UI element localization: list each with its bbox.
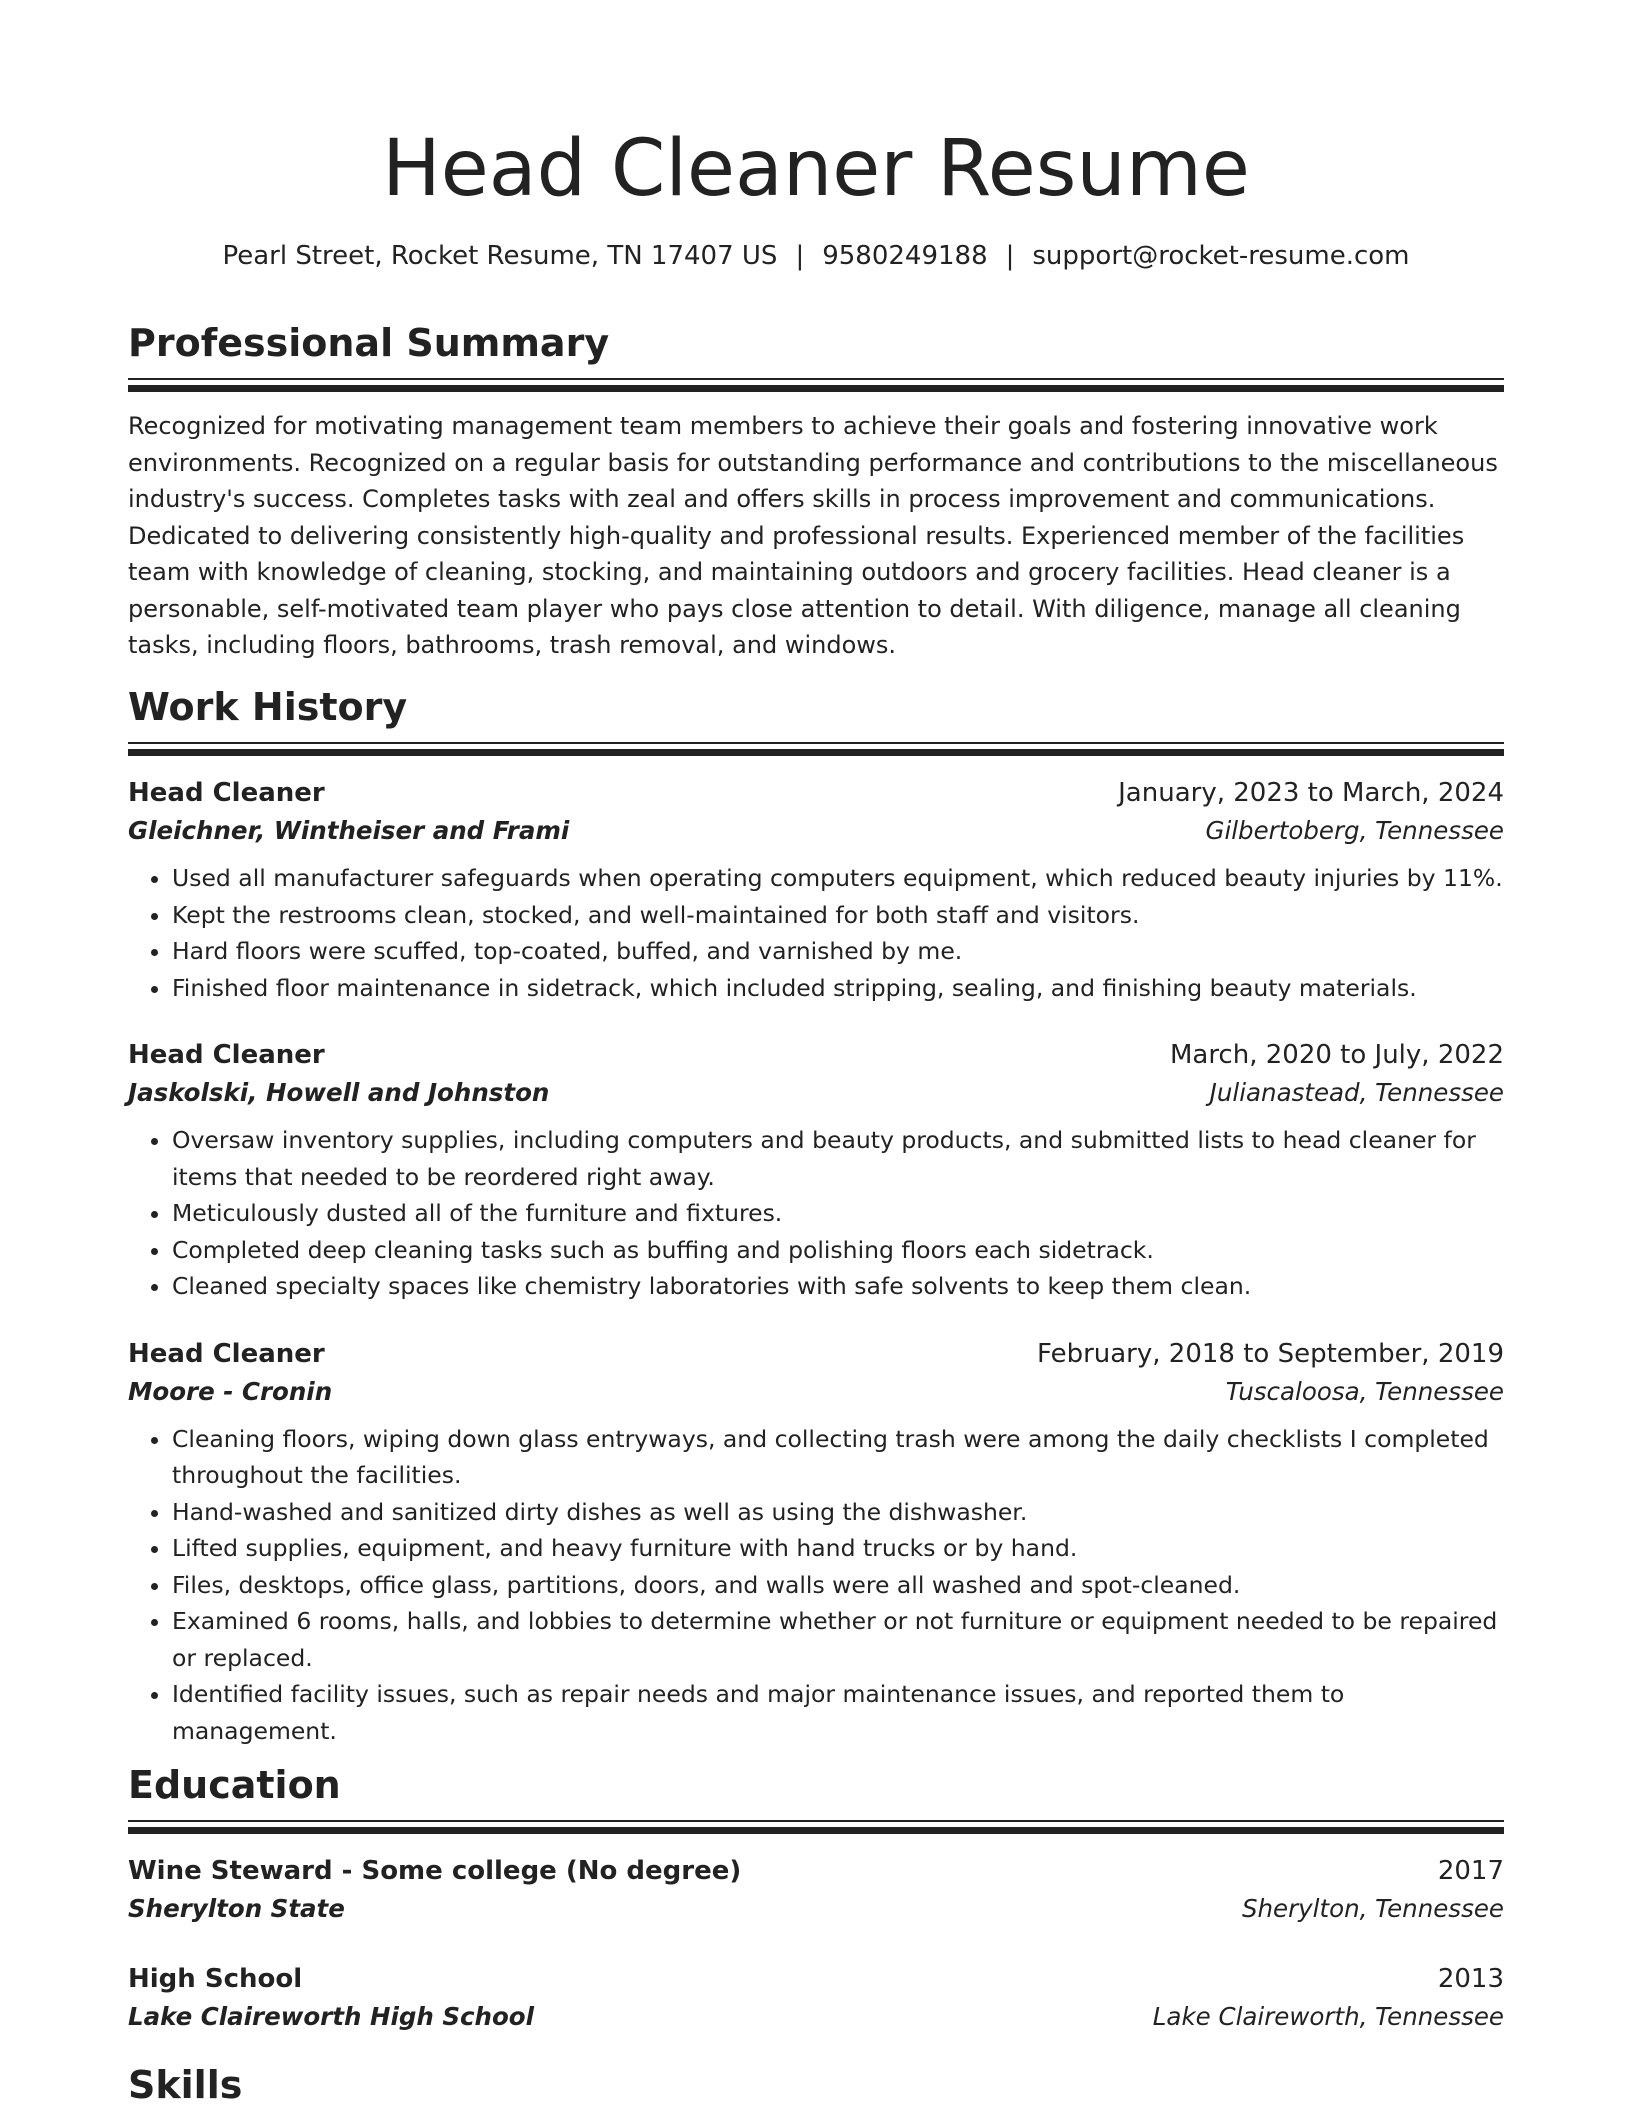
job-bullet: • Oversaw inventory supplies, including computers and beauty products, and submitted lists to head cleaner for items that needed to be reordered right away. xyxy=(172,1122,1504,1195)
contact-separator: | xyxy=(1005,241,1015,271)
contact-separator: | xyxy=(795,241,805,271)
section-heading-work-history: Work History xyxy=(128,685,408,729)
job-company: Moore - Cronin xyxy=(128,1376,333,1406)
education-entry xyxy=(128,1852,1504,1928)
job-company: Jaskolski, Howell and Johnston xyxy=(128,1078,550,1107)
education-year: 2017 xyxy=(1437,1856,1504,1886)
section-heading-education: Education xyxy=(128,1763,341,1807)
job-dates: March, 2020 to July, 2022 xyxy=(1169,1040,1504,1070)
education-school: Sherylton State xyxy=(128,1894,345,1923)
contact-address: Pearl Street, Rocket Resume, TN 17407 US xyxy=(222,241,778,271)
job-entry xyxy=(128,774,1504,1006)
job-bullet: • Meticulously dusted all of the furniture and fixtures. xyxy=(172,1195,1504,1232)
summary-section xyxy=(128,318,1504,664)
job-title: Head Cleaner xyxy=(128,778,325,808)
job-bullet: • Hand-washed and sanitized dirty dishes as well as using the dishwasher. xyxy=(172,1494,1504,1531)
section-divider xyxy=(128,1820,1504,1834)
section-heading-summary: Professional Summary xyxy=(128,321,610,365)
education-section xyxy=(128,1760,1504,2036)
section-divider xyxy=(128,742,1504,756)
education-location: Sherylton, Tennessee xyxy=(1241,1894,1504,1923)
contact-email: support@rocket-resume.com xyxy=(1032,241,1410,271)
education-school: Lake Claireworth High School xyxy=(128,2002,535,2031)
job-bullet: • Examined 6 rooms, halls, and lobbies to determine whether or not furniture or equipment needed to be repaired or replaced. xyxy=(172,1603,1504,1676)
job-bullet: • Hard floors were scuffed, top-coated, buffed, and varnished by me. xyxy=(172,933,1504,970)
education-entry xyxy=(128,1960,1504,2036)
section-heading-skills: Skills xyxy=(128,2063,243,2107)
job-title: Head Cleaner xyxy=(128,1338,325,1369)
job-title: Head Cleaner xyxy=(128,1040,325,1070)
job-entry xyxy=(128,1036,1504,1305)
summary-text: Recognized for motivating management team members to achieve their goals and fostering innovative work environments. Recognized on a regular basis for outstanding performance and contributions to the miscellaneous industry's success. Completes tasks with zeal and offers skills in process improvement and communications. Dedicated to delivering consistently high-quality and professional results. Experienced member of the facilities team with knowledge of cleaning, stocking, and maintaining outdoors and grocery facilities. Head cleaner is a personable, self-motivated team player who pays close attention to detail. With diligence, manage all cleaning tasks, including floors, bathrooms, trash removal, and windows. xyxy=(128,412,1498,659)
education-degree: High School xyxy=(128,1964,303,1994)
job-location: Julianastead, Tennessee xyxy=(1209,1078,1504,1107)
section-divider xyxy=(128,378,1504,392)
job-bullet: • Cleaning floors, wiping down glass entryways, and collecting trash were among the daily checklists I completed throughout the facilities. xyxy=(172,1421,1504,1494)
job-bullet: • Used all manufacturer safeguards when operating computers equipment, which reduced beauty injuries by 11%. xyxy=(172,860,1504,897)
job-company: Gleichner, Wintheiser and Frami xyxy=(128,816,570,845)
job-bullet: • Identified facility issues, such as repair needs and major maintenance issues, and reported them to management. xyxy=(172,1676,1504,1749)
job-entry xyxy=(128,1335,1504,1750)
education-year: 2013 xyxy=(1437,1964,1504,1994)
education-location: Lake Claireworth, Tennessee xyxy=(1152,2002,1504,2031)
job-bullets xyxy=(128,1122,1504,1305)
job-dates: February, 2018 to September, 2019 xyxy=(1037,1338,1504,1369)
job-bullet: • Kept the restrooms clean, stocked, and well-maintained for both staff and visitors. xyxy=(172,897,1504,934)
work-history-section xyxy=(128,682,1504,1749)
job-location: Gilbertoberg, Tennessee xyxy=(1205,816,1504,845)
job-bullets xyxy=(128,860,1504,1006)
job-location: Tuscaloosa, Tennessee xyxy=(1225,1376,1504,1406)
contact-line xyxy=(128,238,1504,274)
job-dates: January, 2023 to March, 2024 xyxy=(1118,778,1504,808)
job-bullet: • Completed deep cleaning tasks such as buffing and polishing floors each sidetrack. xyxy=(172,1232,1504,1269)
education-degree: Wine Steward - Some college (No degree) xyxy=(128,1856,742,1886)
job-bullet: • Finished floor maintenance in sidetrack, which included stripping, sealing, and finishing beauty materials. xyxy=(172,970,1504,1007)
resume-title: Head Cleaner Resume xyxy=(382,124,1250,214)
job-bullet: • Lifted supplies, equipment, and heavy furniture with hand trucks or by hand. xyxy=(172,1530,1504,1567)
job-bullet: • Cleaned specialty spaces like chemistry laboratories with safe solvents to keep them clean. xyxy=(172,1268,1504,1305)
job-bullets xyxy=(128,1421,1504,1750)
skills-section xyxy=(128,2060,1504,2110)
contact-phone: 9580249188 xyxy=(822,241,988,271)
job-bullet: • Files, desktops, office glass, partitions, doors, and walls were all washed and spot-cleaned. xyxy=(172,1567,1504,1604)
